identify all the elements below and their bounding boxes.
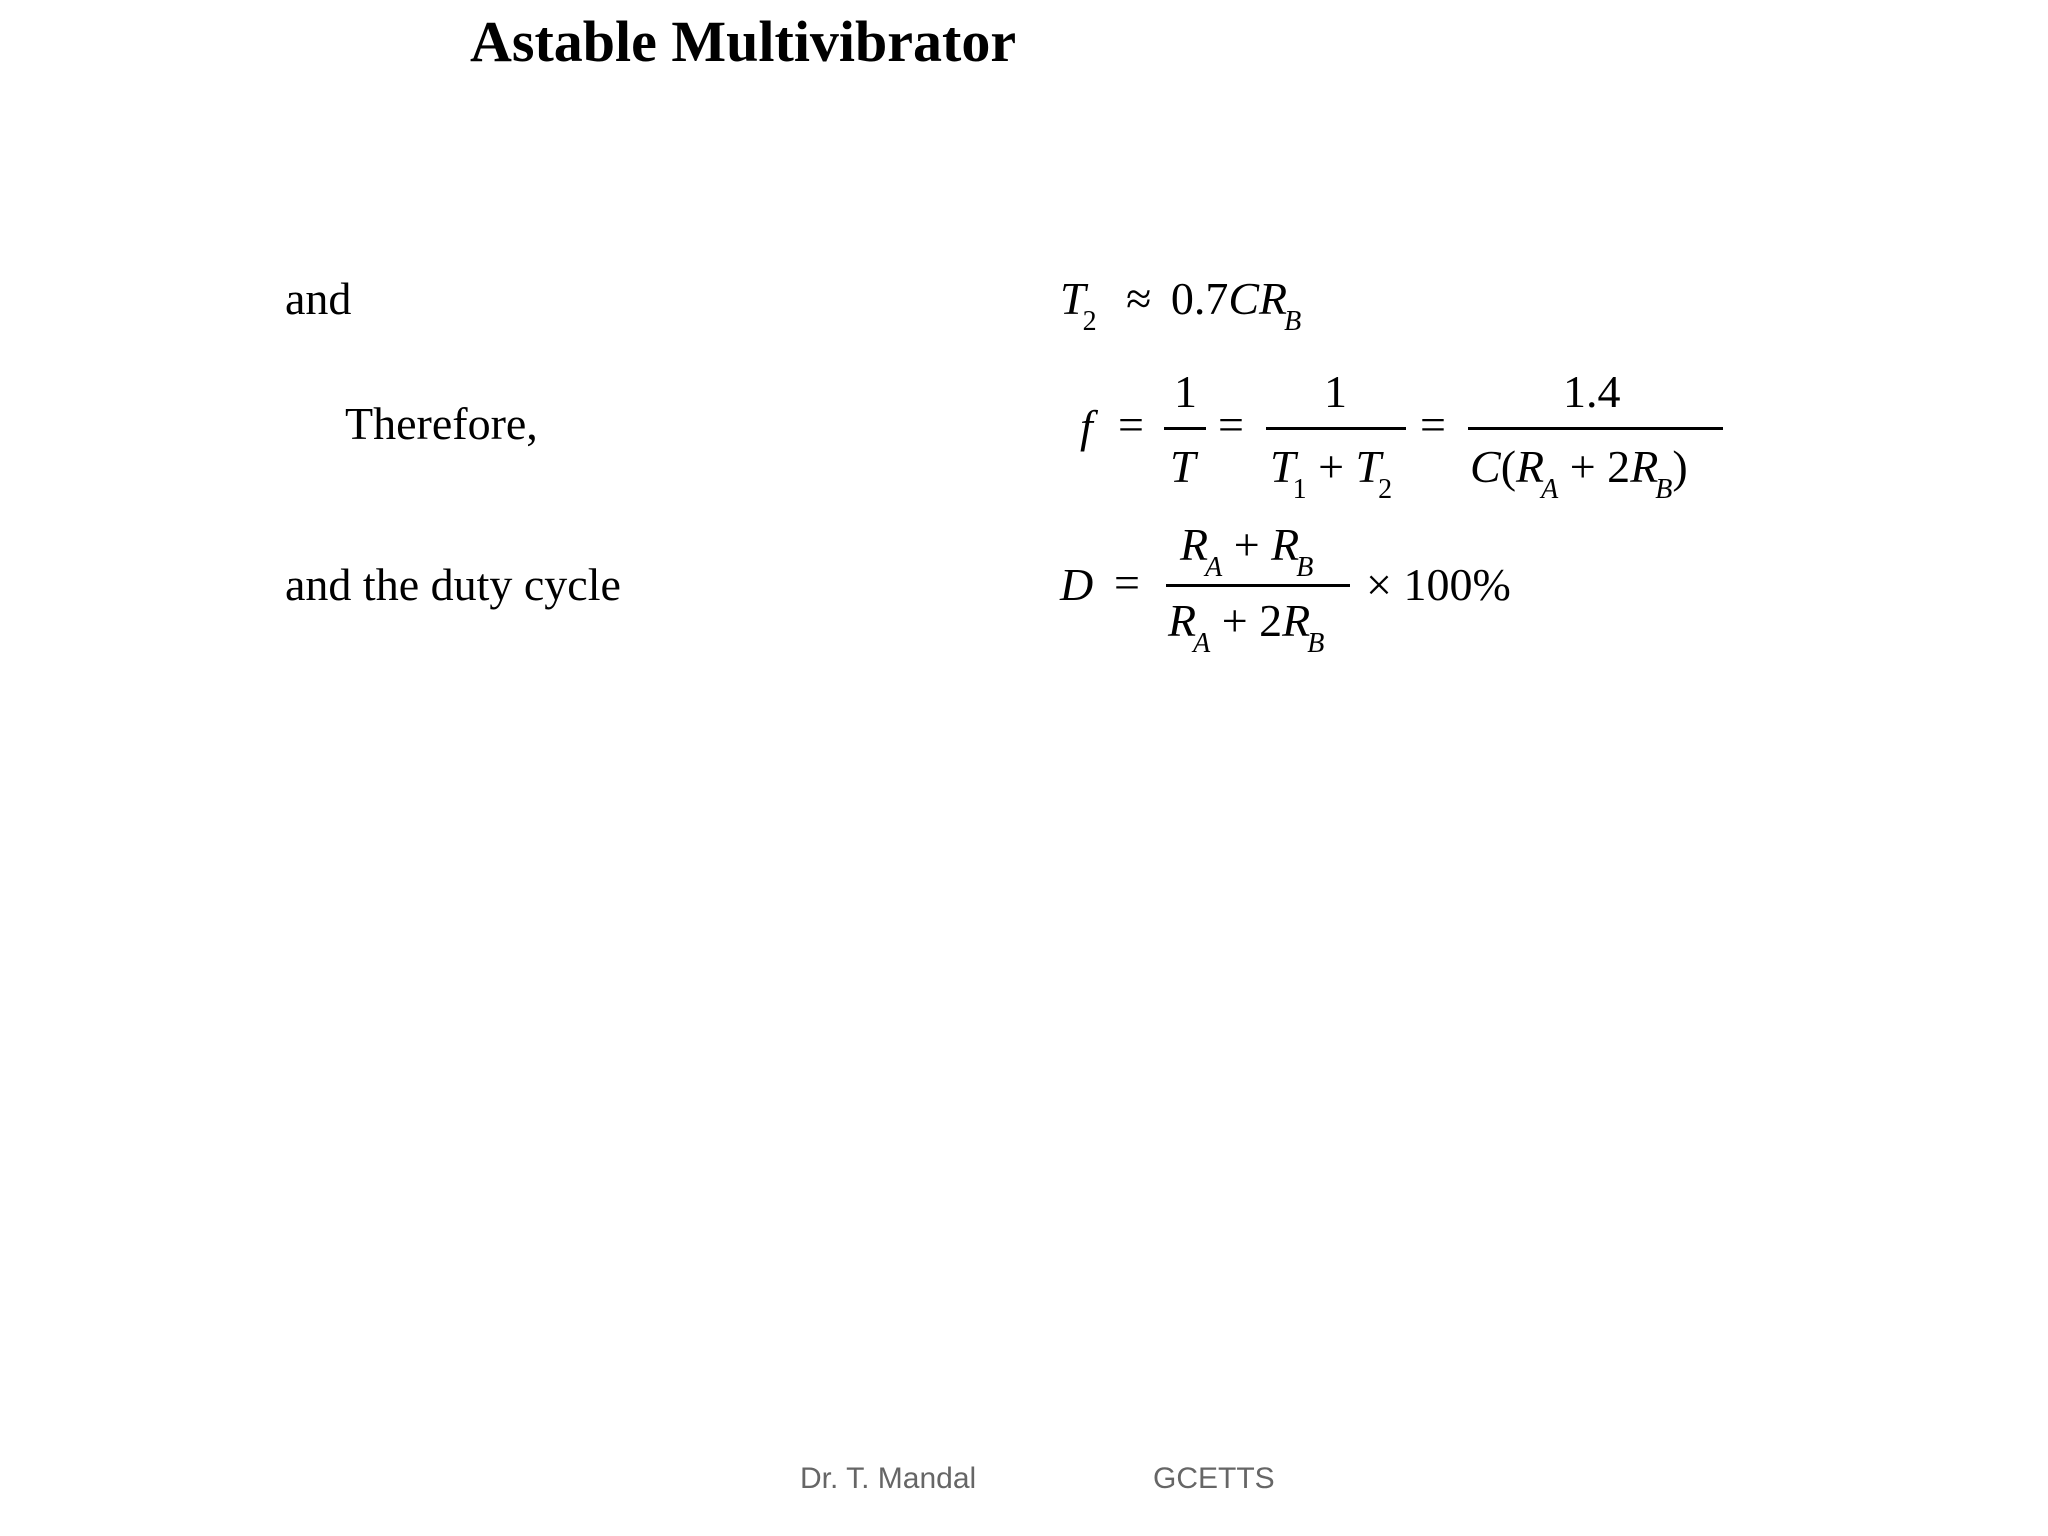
- label-therefore: Therefore,: [345, 398, 538, 449]
- label-and: and: [285, 273, 352, 324]
- label-duty-cycle: and the duty cycle: [285, 559, 621, 610]
- equation-t2: $T_2 \approx 0.7CR_B$: [1060, 273, 1302, 337]
- slide-title: Astable Multivibrator: [470, 9, 1017, 74]
- footer-author: Dr. T. Mandal: [800, 1462, 977, 1495]
- footer-institute: GCETTS: [1153, 1462, 1275, 1495]
